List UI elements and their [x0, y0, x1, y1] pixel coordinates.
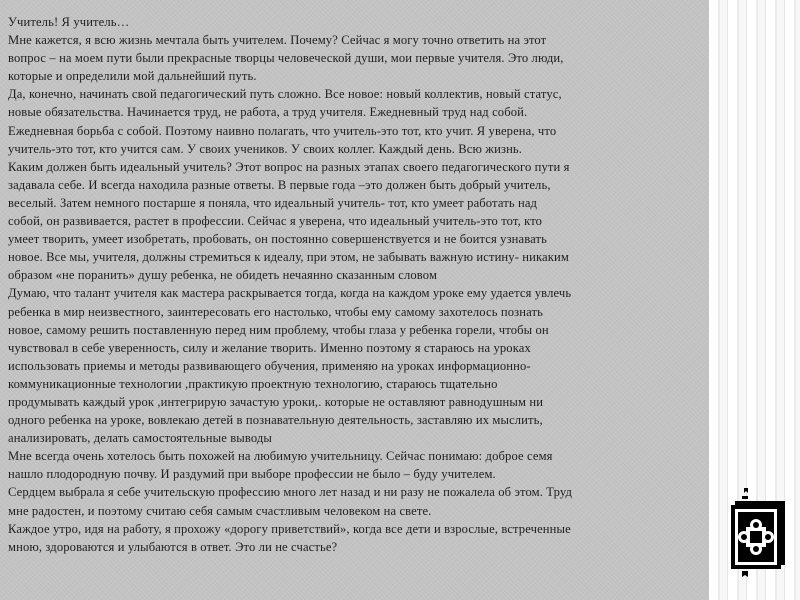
text-line: ребенка в мир неизвестного, заинтересовать его настолько, чтобы ему самому захотелось познать: [8, 304, 543, 319]
text-line: Да, конечно, начинать свой педагогический путь сложно. Все новое: новый коллектив, новый статус,: [8, 87, 562, 102]
book-icon: [729, 487, 791, 579]
text-line: продумывать каждый урок ,интегрирую зачастую уроки,. которые не оставляют равнодушным ни: [8, 394, 544, 409]
text-line: Мне всегда очень хотелось быть похожей на любимую учительницу. Сейчас понимаю: доброе семя: [8, 449, 553, 464]
text-line: новые обязательства. Начинается труд, не работа, а труд учителя. Ежедневный труд над собой.: [8, 105, 528, 120]
text-line: новое. Все мы, учителя, должны стремиться к идеалу, при этом, не забывать важную истину- никаким: [8, 250, 569, 265]
text-line: использовать приемы и методы развивающего обучения, применяю на уроках информационно-: [8, 358, 531, 373]
text-line: новое, самому решить поставленную перед ним проблему, чтобы глаза у ребенка горели, чтобы он: [8, 322, 549, 337]
text-line: мне радостен, и поэтому считаю себя самым счастливым человеком на свете.: [8, 503, 432, 518]
text-line: Учитель! Я учитель…: [8, 15, 130, 29]
text-line: Ежедневная борьба с собой. Поэтому наивно полагать, что учитель-это тот, кто учит. Я уверена, что: [8, 123, 557, 138]
text-line: Мне кажется, я всю жизнь мечтала быть учителем. Почему? Сейчас я могу точно ответить на этот: [8, 33, 547, 48]
text-line: учитель-это тот, кто учится сам. У своих учеников. У своих коллег. Каждый день. Всю жизнь.: [8, 141, 523, 156]
text-line: Каждое утро, идя на работу, я прохожу «дорогу приветствий», когда все дети и взрослые, встреченные: [8, 521, 571, 536]
text-line: умеет творить, умеет изобретать, пробовать, он постоянно совершенствуется и не боится узнавать: [8, 232, 548, 247]
text-line: Думаю, что талант учителя как мастера раскрывается тогда, когда на каждом уроке ему удается увлечь: [8, 286, 572, 301]
text-line: собой, он развивается, растет в профессии. Сейчас я уверена, что идеальный учитель-это тот, кто: [8, 214, 543, 229]
text-line: Сердцем выбрала я себе учительскую профессию много лет назад и ни разу не пожалела об этом. Труд: [8, 485, 572, 500]
text-line: образом «не поранить» душу ребенка, не обидеть нечаянно сказанным словом: [8, 268, 438, 283]
essay-text: [8, 13, 708, 556]
text-line: одного ребенка на уроке, вовлекаю детей в познавательную деятельность, заставляю их мыслить,: [8, 413, 543, 428]
text-line: чувствовал в себе уверенность, силу и желание творить. Именно поэтому я стараюсь на уроках: [8, 340, 531, 355]
text-line: веселый. Затем немного постарше я поняла, что идеальный учитель- тот, кто умеет работать над: [8, 195, 538, 210]
text-line: коммуникационные технологии ,практикую проектную технологию, стараюсь тщательно: [8, 376, 498, 391]
text-line: вопрос – на моем пути были прекрасные творцы человеческой души, мои первые учителя. Это люди,: [8, 51, 564, 66]
text-line: Каким должен быть идеальный учитель? Этот вопрос на разных этапах своего педагогического пути я: [8, 159, 570, 174]
text-line: нашло плодородную почву. И раздумий при выборе профессии не было – буду учителем.: [8, 467, 496, 482]
text-line: анализировать, делать самостоятельные выводы: [8, 431, 272, 446]
text-line: задавала себе. И всегда находила разные ответы. В первые года –это должен быть добрый учитель,: [8, 177, 551, 192]
text-line: которые и определили мой дальнейший путь.: [8, 69, 257, 84]
text-line: мною, здороваются и улыбаются в ответ. Это ли не счастье?: [8, 539, 338, 554]
